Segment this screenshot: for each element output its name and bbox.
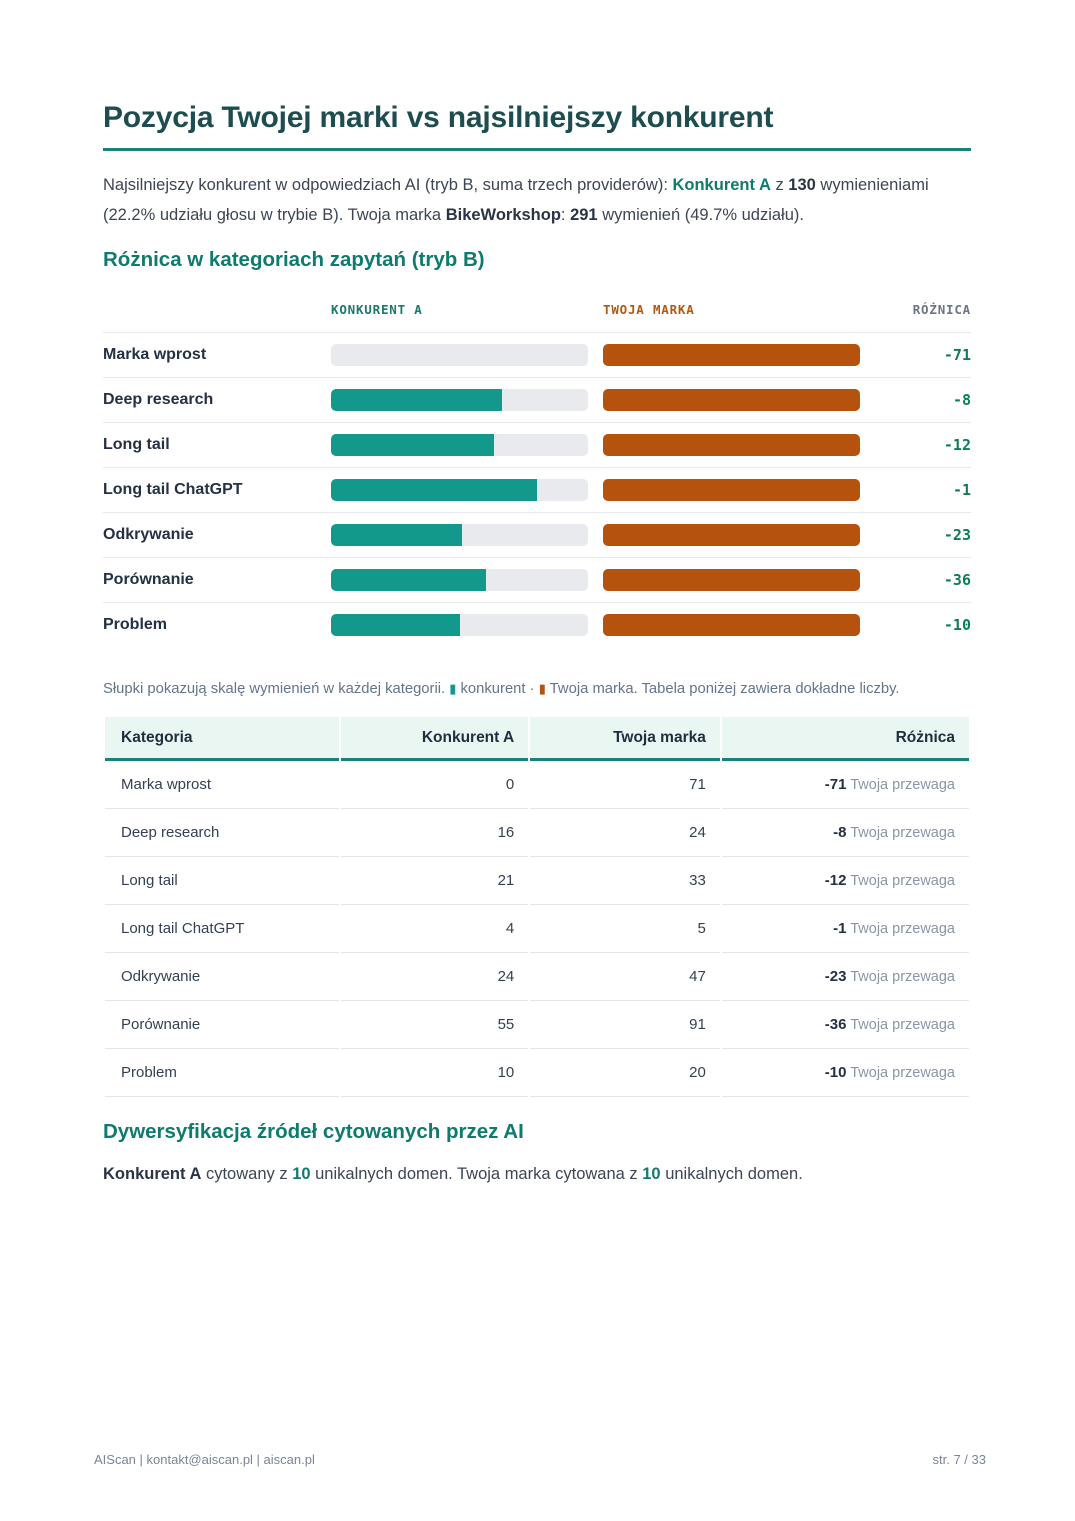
table-header xyxy=(105,717,969,761)
cell-brand: 20 xyxy=(530,1049,720,1097)
brand-bar-track xyxy=(603,434,860,456)
chart-row xyxy=(103,557,971,602)
text-segment: wymienień (49.7% udziału). xyxy=(597,206,804,224)
competitor-bar-track xyxy=(331,389,588,411)
cell-category: Long tail xyxy=(105,857,339,905)
table-row xyxy=(105,761,969,809)
advantage-label: Twoja przewaga xyxy=(846,1065,955,1082)
cell-category: Long tail ChatGPT xyxy=(105,905,339,953)
difference-value: -12 xyxy=(943,435,971,454)
chart-category-label: Long tail ChatGPT xyxy=(103,480,243,498)
text-segment: ▮ xyxy=(449,680,457,696)
table-row xyxy=(105,953,969,1001)
cell-competitor: 4 xyxy=(341,905,528,953)
footer-contact: AIScan | kontakt@aiscan.pl | aiscan.pl xyxy=(94,1452,315,1467)
cell-category: Porównanie xyxy=(105,1001,339,1049)
cell-category: Problem xyxy=(105,1049,339,1097)
difference-number: -12 xyxy=(824,872,847,890)
chart-section-heading: Różnica w kategoriach zapytań (tryb B) xyxy=(103,247,485,271)
chart-header-spacer xyxy=(103,302,316,317)
cell-difference xyxy=(722,1001,969,1049)
cell-competitor: 10 xyxy=(341,1049,528,1097)
text-segment: z xyxy=(770,176,789,194)
cell-brand: 33 xyxy=(530,857,720,905)
table-row xyxy=(105,905,969,953)
table-row xyxy=(105,1049,969,1097)
comparison-table xyxy=(103,717,971,1097)
cell-competitor: 21 xyxy=(341,857,528,905)
chart-header-competitor: KONKURENT A xyxy=(331,301,423,317)
header-competitor: Konkurent A xyxy=(341,717,528,761)
header-brand: Twoja marka xyxy=(530,717,720,761)
cell-category: Deep research xyxy=(105,809,339,857)
table-row xyxy=(105,809,969,857)
cell-brand: 71 xyxy=(530,761,720,809)
difference-number: -1 xyxy=(833,920,847,938)
cell-difference xyxy=(722,857,969,905)
brand-bar xyxy=(603,569,860,591)
chart-category-label: Marka wprost xyxy=(103,345,207,363)
difference-number: -23 xyxy=(824,968,847,986)
chart-caption xyxy=(103,675,971,703)
brand-bar xyxy=(603,524,860,546)
cell-category: Marka wprost xyxy=(105,761,339,809)
text-segment: · xyxy=(529,680,539,697)
difference-number: -8 xyxy=(833,824,847,842)
brand-bar-track xyxy=(603,389,860,411)
cell-brand: 24 xyxy=(530,809,720,857)
brand-bar xyxy=(603,614,860,636)
difference-value: -8 xyxy=(952,390,971,409)
advantage-label: Twoja przewaga xyxy=(846,969,955,986)
chart-column-headers xyxy=(103,302,971,332)
cell-competitor: 0 xyxy=(341,761,528,809)
header-difference: Różnica xyxy=(722,717,969,761)
difference-value: -23 xyxy=(943,525,971,544)
competitor-bar-track xyxy=(331,524,588,546)
brand-bar-track xyxy=(603,524,860,546)
text-segment: 10 xyxy=(642,1165,661,1184)
brand-bar-track xyxy=(603,344,860,366)
table-row xyxy=(105,857,969,905)
cell-competitor: 16 xyxy=(341,809,528,857)
text-segment: 291 xyxy=(570,206,598,224)
table-header-row xyxy=(105,717,969,761)
text-segment: ▮ xyxy=(538,680,546,696)
difference-value: -36 xyxy=(943,570,971,589)
cell-difference xyxy=(722,1049,969,1097)
difference-number: -36 xyxy=(824,1016,847,1034)
cell-difference xyxy=(722,953,969,1001)
brand-bar xyxy=(603,479,860,501)
header-category: Kategoria xyxy=(105,717,339,761)
competitor-bar-track xyxy=(331,569,588,591)
chart-row xyxy=(103,602,971,647)
text-segment: Twoja marka. Tabela poniżej zawiera dokładne liczby. xyxy=(545,680,900,697)
brand-bar xyxy=(603,344,860,366)
difference-value: -1 xyxy=(952,480,971,499)
chart-row xyxy=(103,422,971,467)
advantage-label: Twoja przewaga xyxy=(846,921,955,938)
competitor-bar xyxy=(331,569,486,591)
brand-bar-track xyxy=(603,614,860,636)
brand-bar xyxy=(603,389,860,411)
text-segment: Konkurent A xyxy=(103,1165,202,1184)
intro-paragraph xyxy=(103,170,971,230)
difference-value: -71 xyxy=(943,345,971,364)
cell-difference xyxy=(722,905,969,953)
competitor-bar xyxy=(331,524,462,546)
text-segment: konkurent xyxy=(456,680,530,697)
diversification-paragraph xyxy=(103,1160,971,1188)
cell-competitor: 24 xyxy=(341,953,528,1001)
competitor-bar-track xyxy=(331,434,588,456)
diversification-heading: Dywersyfikacja źródeł cytowanych przez AI xyxy=(103,1120,524,1144)
difference-number: -10 xyxy=(824,1064,847,1082)
brand-bar-track xyxy=(603,479,860,501)
advantage-label: Twoja przewaga xyxy=(846,777,955,794)
chart-category-label: Long tail xyxy=(103,435,170,453)
text-segment: : xyxy=(560,206,571,224)
page-content xyxy=(103,0,971,1205)
chart-header-brand: TWOJA MARKA xyxy=(603,301,695,317)
chart-row xyxy=(103,467,971,512)
page-footer xyxy=(94,1452,986,1467)
text-segment: Konkurent A xyxy=(672,176,771,194)
text-segment: wymienieniami (22.2% udziału głosu w trybie B). Twoja marka xyxy=(103,176,929,224)
chart-category-label: Porównanie xyxy=(103,570,194,588)
cell-category: Odkrywanie xyxy=(105,953,339,1001)
competitor-bar-track xyxy=(331,479,588,501)
cell-difference xyxy=(722,761,969,809)
text-segment: unikalnych domen. Twoja marka cytowana z xyxy=(310,1165,643,1184)
advantage-label: Twoja przewaga xyxy=(846,873,955,890)
table-row xyxy=(105,1001,969,1049)
competitor-bar-track xyxy=(331,344,588,366)
cell-brand: 5 xyxy=(530,905,720,953)
text-segment: 130 xyxy=(788,176,816,194)
text-segment: Słupki pokazują skalę wymienień w każdej kategorii. xyxy=(103,680,450,697)
text-segment: cytowany z xyxy=(201,1165,293,1184)
competitor-bar xyxy=(331,614,460,636)
brand-bar-track xyxy=(603,569,860,591)
text-segment: 10 xyxy=(292,1165,311,1184)
chart-rows xyxy=(103,332,971,647)
cell-brand: 91 xyxy=(530,1001,720,1049)
chart-row xyxy=(103,377,971,422)
cell-difference xyxy=(722,809,969,857)
text-segment: unikalnych domen. xyxy=(660,1165,803,1184)
chart-row xyxy=(103,512,971,557)
text-segment: BikeWorkshop xyxy=(445,206,561,224)
brand-bar xyxy=(603,434,860,456)
advantage-label: Twoja przewaga xyxy=(846,825,955,842)
table-body xyxy=(105,761,969,1097)
page-title: Pozycja Twojej marki vs najsilniejszy konkurent xyxy=(103,100,971,151)
difference-number: -71 xyxy=(824,776,847,794)
footer-page-number: str. 7 / 33 xyxy=(932,1452,986,1467)
cell-competitor: 55 xyxy=(341,1001,528,1049)
comparison-bar-chart xyxy=(103,302,971,647)
chart-category-label: Deep research xyxy=(103,390,214,408)
advantage-label: Twoja przewaga xyxy=(846,1017,955,1034)
chart-row xyxy=(103,332,971,377)
chart-category-label: Problem xyxy=(103,615,168,633)
competitor-bar xyxy=(331,434,494,456)
competitor-bar xyxy=(331,479,537,501)
text-segment: Najsilniejszy konkurent w odpowiedziach AI (tryb B, suma trzech providerów): xyxy=(103,176,673,194)
difference-value: -10 xyxy=(943,615,971,634)
chart-header-difference: RÓŻNICA xyxy=(912,301,971,317)
cell-brand: 47 xyxy=(530,953,720,1001)
chart-category-label: Odkrywanie xyxy=(103,525,194,543)
competitor-bar xyxy=(331,389,502,411)
competitor-bar-track xyxy=(331,614,588,636)
